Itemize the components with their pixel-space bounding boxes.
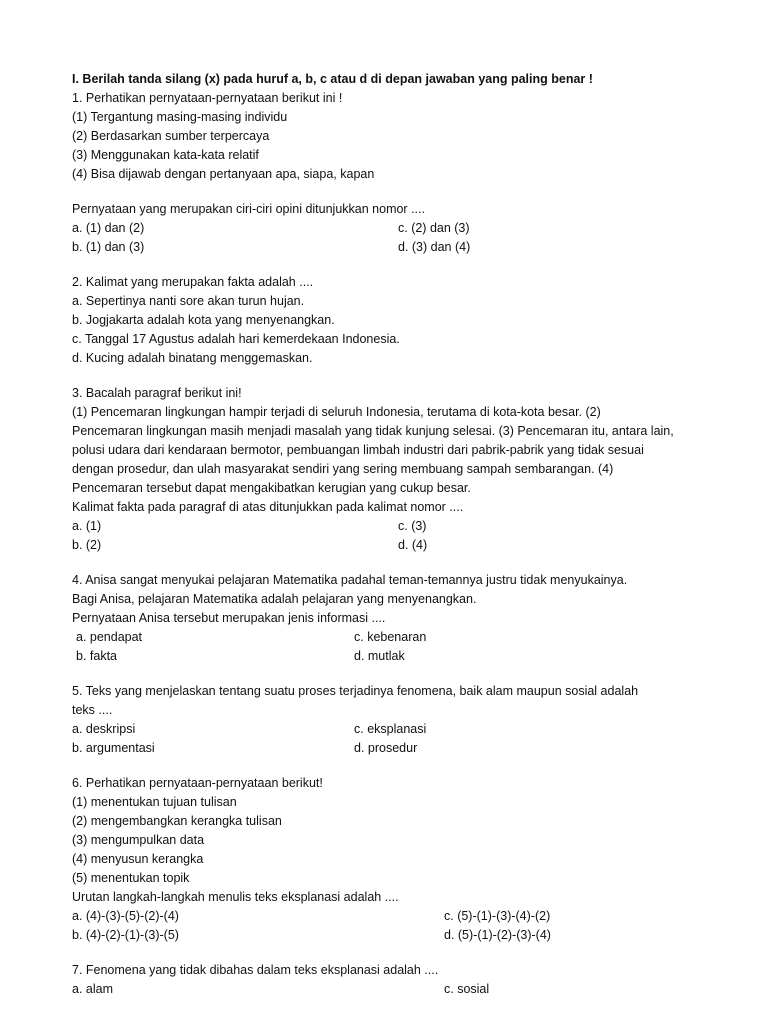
answer-option[interactable]: b. (1) dan (3) — [72, 240, 145, 254]
statement-item: (2) Berdasarkan sumber terpercaya — [72, 129, 270, 143]
answer-option[interactable]: a. (1) — [72, 519, 102, 533]
paragraph-line: dengan prosedur, dan ulah masyarakat sendiri yang sering membuang sampah sembarangan. (4) — [72, 462, 614, 476]
answer-option[interactable]: c. kebenaran — [354, 630, 427, 644]
answer-option[interactable]: d. Kucing adalah binatang menggemaskan. — [72, 351, 313, 365]
question-stem: 5. Teks yang menjelaskan tentang suatu proses terjadinya fenomena, baik alam maupun sosial adalah — [72, 684, 639, 698]
paragraph-line: polusi udara dari kendaraan bermotor, pembuangan limbah industri dari pabrik-pabrik yang tidak sesuai — [72, 443, 644, 457]
answer-option[interactable]: c. Tanggal 17 Agustus adalah hari kemerdekaan Indonesia. — [72, 332, 400, 346]
answer-option[interactable]: d. (4) — [398, 538, 428, 552]
question-1 — [72, 89, 712, 257]
question-stem: 4. Anisa sangat menyukai pelajaran Matematika padahal teman-temannya justru tidak menyukainya. — [72, 573, 628, 587]
question-5 — [72, 682, 712, 758]
question-text: Urutan langkah-langkah menulis teks eksplanasi adalah .... — [72, 890, 399, 904]
answer-option[interactable]: c. (5)-(1)-(3)-(4)-(2) — [444, 909, 551, 923]
paragraph-line: Pencemaran lingkungan masih menjadi masalah yang tidak kunjung selesai. (3) Pencemaran itu, antara lain, — [72, 424, 674, 438]
paragraph-line: Pencemaran tersebut dapat mengakibatkan kerugian yang cukup besar. — [72, 481, 471, 495]
question-stem: teks .... — [72, 703, 113, 717]
paragraph-line: (1) Pencemaran lingkungan hampir terjadi di seluruh Indonesia, terutama di kota-kota besar. (2) — [72, 405, 601, 419]
answer-option[interactable]: a. alam — [72, 982, 113, 996]
answer-option[interactable]: c. sosial — [444, 982, 490, 996]
question-text: Kalimat fakta pada paragraf di atas ditunjukkan pada kalimat nomor .... — [72, 500, 464, 514]
statement-item: (3) Menggunakan kata-kata relatif — [72, 148, 259, 162]
answer-option[interactable]: a. (1) dan (2) — [72, 221, 145, 235]
question-stem: 3. Bacalah paragraf berikut ini! — [72, 386, 242, 400]
answer-option[interactable]: b. (2) — [72, 538, 102, 552]
question-stem: Bagi Anisa, pelajaran Matematika adalah pelajaran yang menyenangkan. — [72, 592, 477, 606]
answer-option[interactable]: b. argumentasi — [72, 741, 155, 755]
answer-option[interactable]: c. (3) — [398, 519, 427, 533]
question-3 — [72, 384, 712, 555]
statement-item: (4) menyusun kerangka — [72, 852, 204, 866]
question-6 — [72, 774, 712, 945]
question-stem: 7. Fenomena yang tidak dibahas dalam teks eksplanasi adalah .... — [72, 963, 439, 977]
worksheet — [72, 70, 712, 999]
statement-item: (1) Tergantung masing-masing individu — [72, 110, 288, 124]
answer-option[interactable]: d. prosedur — [354, 741, 418, 755]
answer-option[interactable]: c. eksplanasi — [354, 722, 427, 736]
answer-option[interactable]: b. (4)-(2)-(1)-(3)-(5) — [72, 928, 179, 942]
statement-item: (2) mengembangkan kerangka tulisan — [72, 814, 282, 828]
answer-option[interactable]: d. mutlak — [354, 649, 405, 663]
question-7 — [72, 961, 712, 999]
answer-option[interactable]: c. (2) dan (3) — [398, 221, 470, 235]
answer-option[interactable]: b. Jogjakarta adalah kota yang menyenangkan. — [72, 313, 335, 327]
statement-item: (4) Bisa dijawab dengan pertanyaan apa, siapa, kapan — [72, 167, 375, 181]
question-4 — [72, 571, 712, 666]
statement-item: (3) mengumpulkan data — [72, 833, 205, 847]
question-2 — [72, 273, 712, 368]
statement-item: (1) menentukan tujuan tulisan — [72, 795, 237, 809]
question-stem: 2. Kalimat yang merupakan fakta adalah .... — [72, 275, 314, 289]
question-stem: 6. Perhatikan pernyataan-pernyataan berikut! — [72, 776, 323, 790]
answer-option[interactable]: b. fakta — [76, 649, 117, 663]
answer-option[interactable]: a. Sepertinya nanti sore akan turun hujan. — [72, 294, 305, 308]
instruction-heading: I. Berilah tanda silang (x) pada huruf a, b, c atau d di depan jawaban yang paling benar ! — [72, 72, 593, 86]
question-stem: 1. Perhatikan pernyataan-pernyataan berikut ini ! — [72, 91, 343, 105]
answer-option[interactable]: d. (5)-(1)-(2)-(3)-(4) — [444, 928, 551, 942]
answer-option[interactable]: d. (3) dan (4) — [398, 240, 471, 254]
question-text: Pernyataan Anisa tersebut merupakan jenis informasi .... — [72, 611, 386, 625]
statement-item: (5) menentukan topik — [72, 871, 190, 885]
answer-option[interactable]: a. pendapat — [76, 630, 143, 644]
answer-option[interactable]: a. deskripsi — [72, 722, 136, 736]
question-text: Pernyataan yang merupakan ciri-ciri opini ditunjukkan nomor .... — [72, 202, 425, 216]
answer-option[interactable]: a. (4)-(3)-(5)-(2)-(4) — [72, 909, 179, 923]
